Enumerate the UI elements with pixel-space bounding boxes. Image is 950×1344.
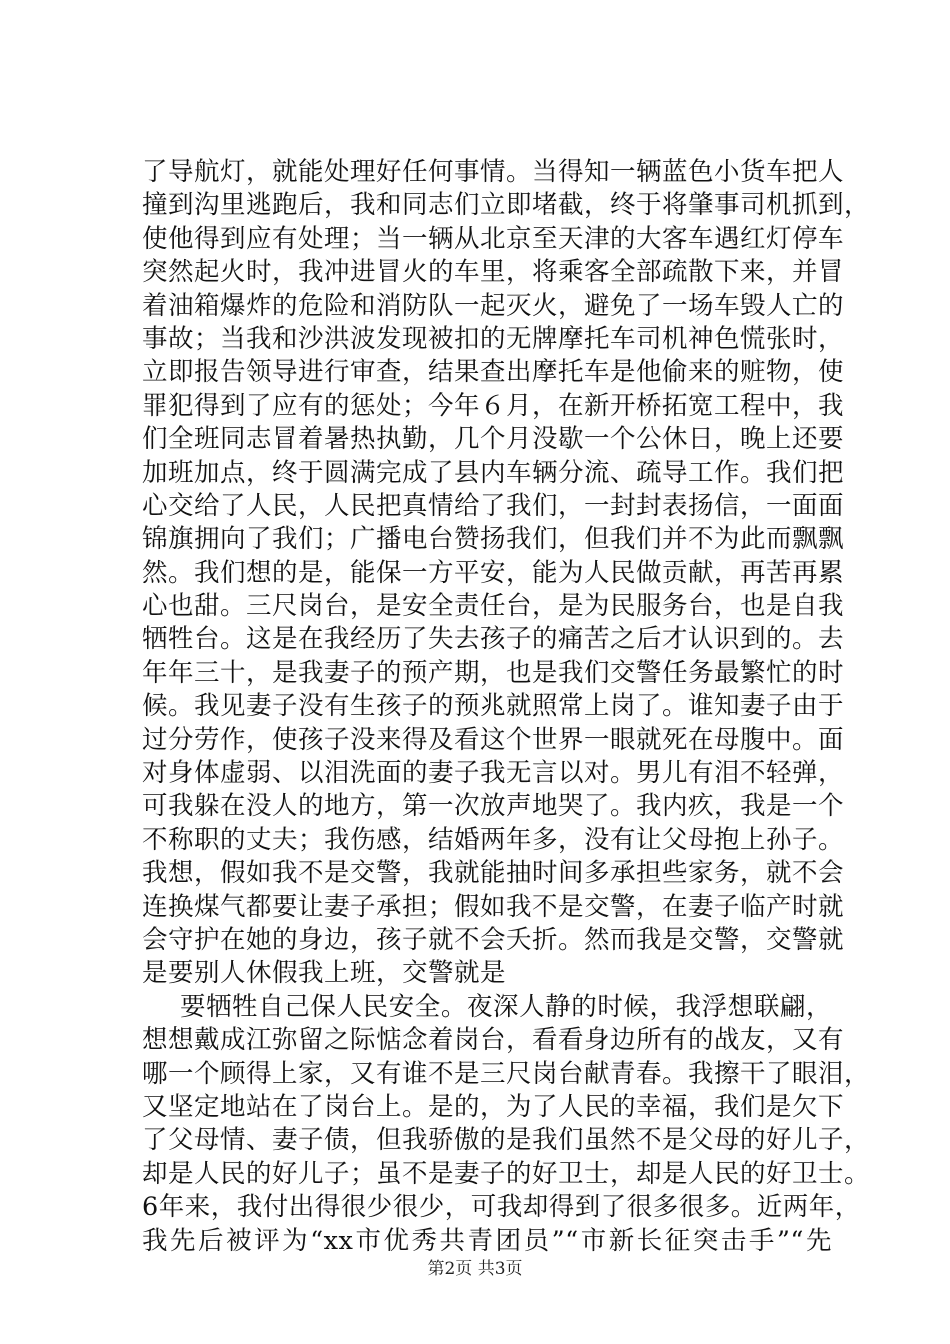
text-line: 可我躲在没人的地方，第一次放声地哭了。我内疚，我是一个 bbox=[142, 791, 845, 822]
page-footer: 第2页 共3页 bbox=[427, 1259, 523, 1279]
text-line: 了导航灯，就能处理好任何事情。当得知一辆蓝色小货车把人 bbox=[142, 157, 845, 187]
text-line: 了父母情、妻子债，但我骄傲的是我们虽然不是父母的好儿子， bbox=[142, 1125, 871, 1156]
text-line: 们全班同志冒着暑热执勤，几个月没歇一个公休日，晚上还要 bbox=[142, 424, 845, 455]
text-line: 对身体虚弱、以泪洗面的妻子我无言以对。男儿有泪不轻弹， bbox=[142, 758, 845, 789]
text-line: 加班加点，终于圆满完成了县内车辆分流、疏导工作。我们把 bbox=[142, 457, 845, 488]
text-line: 想想戴成江弥留之际惦念着岗台，看看身边所有的战友，又有 bbox=[142, 1025, 845, 1056]
text-line: 6年来，我付出得很少很少，可我却得到了很多很多。近两年， bbox=[142, 1192, 861, 1223]
text-line: 事故；当我和沙洪波发现被扣的无牌摩托车司机神色慌张时， bbox=[142, 323, 845, 354]
text-line: 哪一个顾得上家，又有谁不是三尺岗台献青春。我擦干了眼泪， bbox=[142, 1058, 871, 1089]
body-text bbox=[142, 156, 871, 1258]
paragraph-2 bbox=[142, 991, 871, 1258]
text-line: 不称职的丈夫；我伤感，结婚两年多，没有让父母抱上孙子。 bbox=[142, 824, 845, 855]
text-line: 却是人民的好儿子；虽不是妻子的好卫士，却是人民的好卫士。 bbox=[142, 1158, 871, 1189]
text-line: 撞到沟里逃跑后，我和同志们立即堵截，终于将肇事司机抓到， bbox=[142, 190, 871, 221]
text-line: 又坚定地站在了岗台上。是的，为了人民的幸福，我们是欠下 bbox=[142, 1091, 845, 1122]
text-line: 会守护在她的身边，孩子就不会夭折。然而我是交警，交警就 bbox=[142, 924, 845, 955]
text-line: 罪犯得到了应有的惩处；今年６月，在新开桥拓宽工程中，我 bbox=[142, 390, 845, 421]
text-line: 锦旗拥向了我们；广播电台赞扬我们，但我们并不为此而飘飘 bbox=[142, 524, 845, 555]
text-line: 要牺牲自己保人民安全。夜深人静的时候，我浮想联翩， bbox=[180, 991, 832, 1022]
text-line: 突然起火时，我冲进冒火的车里，将乘客全部疏散下来，并冒 bbox=[142, 257, 845, 288]
text-line: 使他得到应有处理；当一辆从北京至天津的大客车遇红灯停车 bbox=[142, 223, 845, 254]
text-line: 心交给了人民，人民把真情给了我们，一封封表扬信，一面面 bbox=[142, 490, 845, 521]
text-line: 我先后被评为“xx市优秀共青团员”“市新长征突击手”“先 bbox=[142, 1225, 832, 1256]
text-line: 心也甜。三尺岗台，是安全责任台，是为民服务台，也是自我 bbox=[142, 591, 845, 622]
text-line: 然。我们想的是，能保一方平安，能为人民做贡献，再苦再累 bbox=[142, 557, 845, 588]
text-line: 我想，假如我不是交警，我就能抽时间多承担些家务，就不会 bbox=[142, 858, 845, 889]
text-line: 是要别人休假我上班，交警就是 bbox=[142, 958, 507, 989]
text-line: 立即报告领导进行审查，结果查出摩托车是他偷来的赃物，使 bbox=[142, 357, 845, 388]
text-line: 连换煤气都要让妻子承担；假如我不是交警，在妻子临产时就 bbox=[142, 891, 845, 922]
text-line: 年年三十，是我妻子的预产期，也是我们交警任务最繁忙的时 bbox=[142, 657, 845, 688]
text-line: 过分劳作，使孩子没来得及看这个世界一眼就死在母腹中。面 bbox=[142, 724, 845, 755]
text-line: 牺牲台。这是在我经历了失去孩子的痛苦之后才认识到的。去 bbox=[142, 624, 845, 655]
paragraph-1 bbox=[142, 156, 871, 991]
text-line: 候。我见妻子没有生孩子的预兆就照常上岗了。谁知妻子由于 bbox=[142, 691, 845, 722]
text-line: 着油箱爆炸的危险和消防队一起灭火，避免了一场车毁人亡的 bbox=[142, 290, 845, 321]
